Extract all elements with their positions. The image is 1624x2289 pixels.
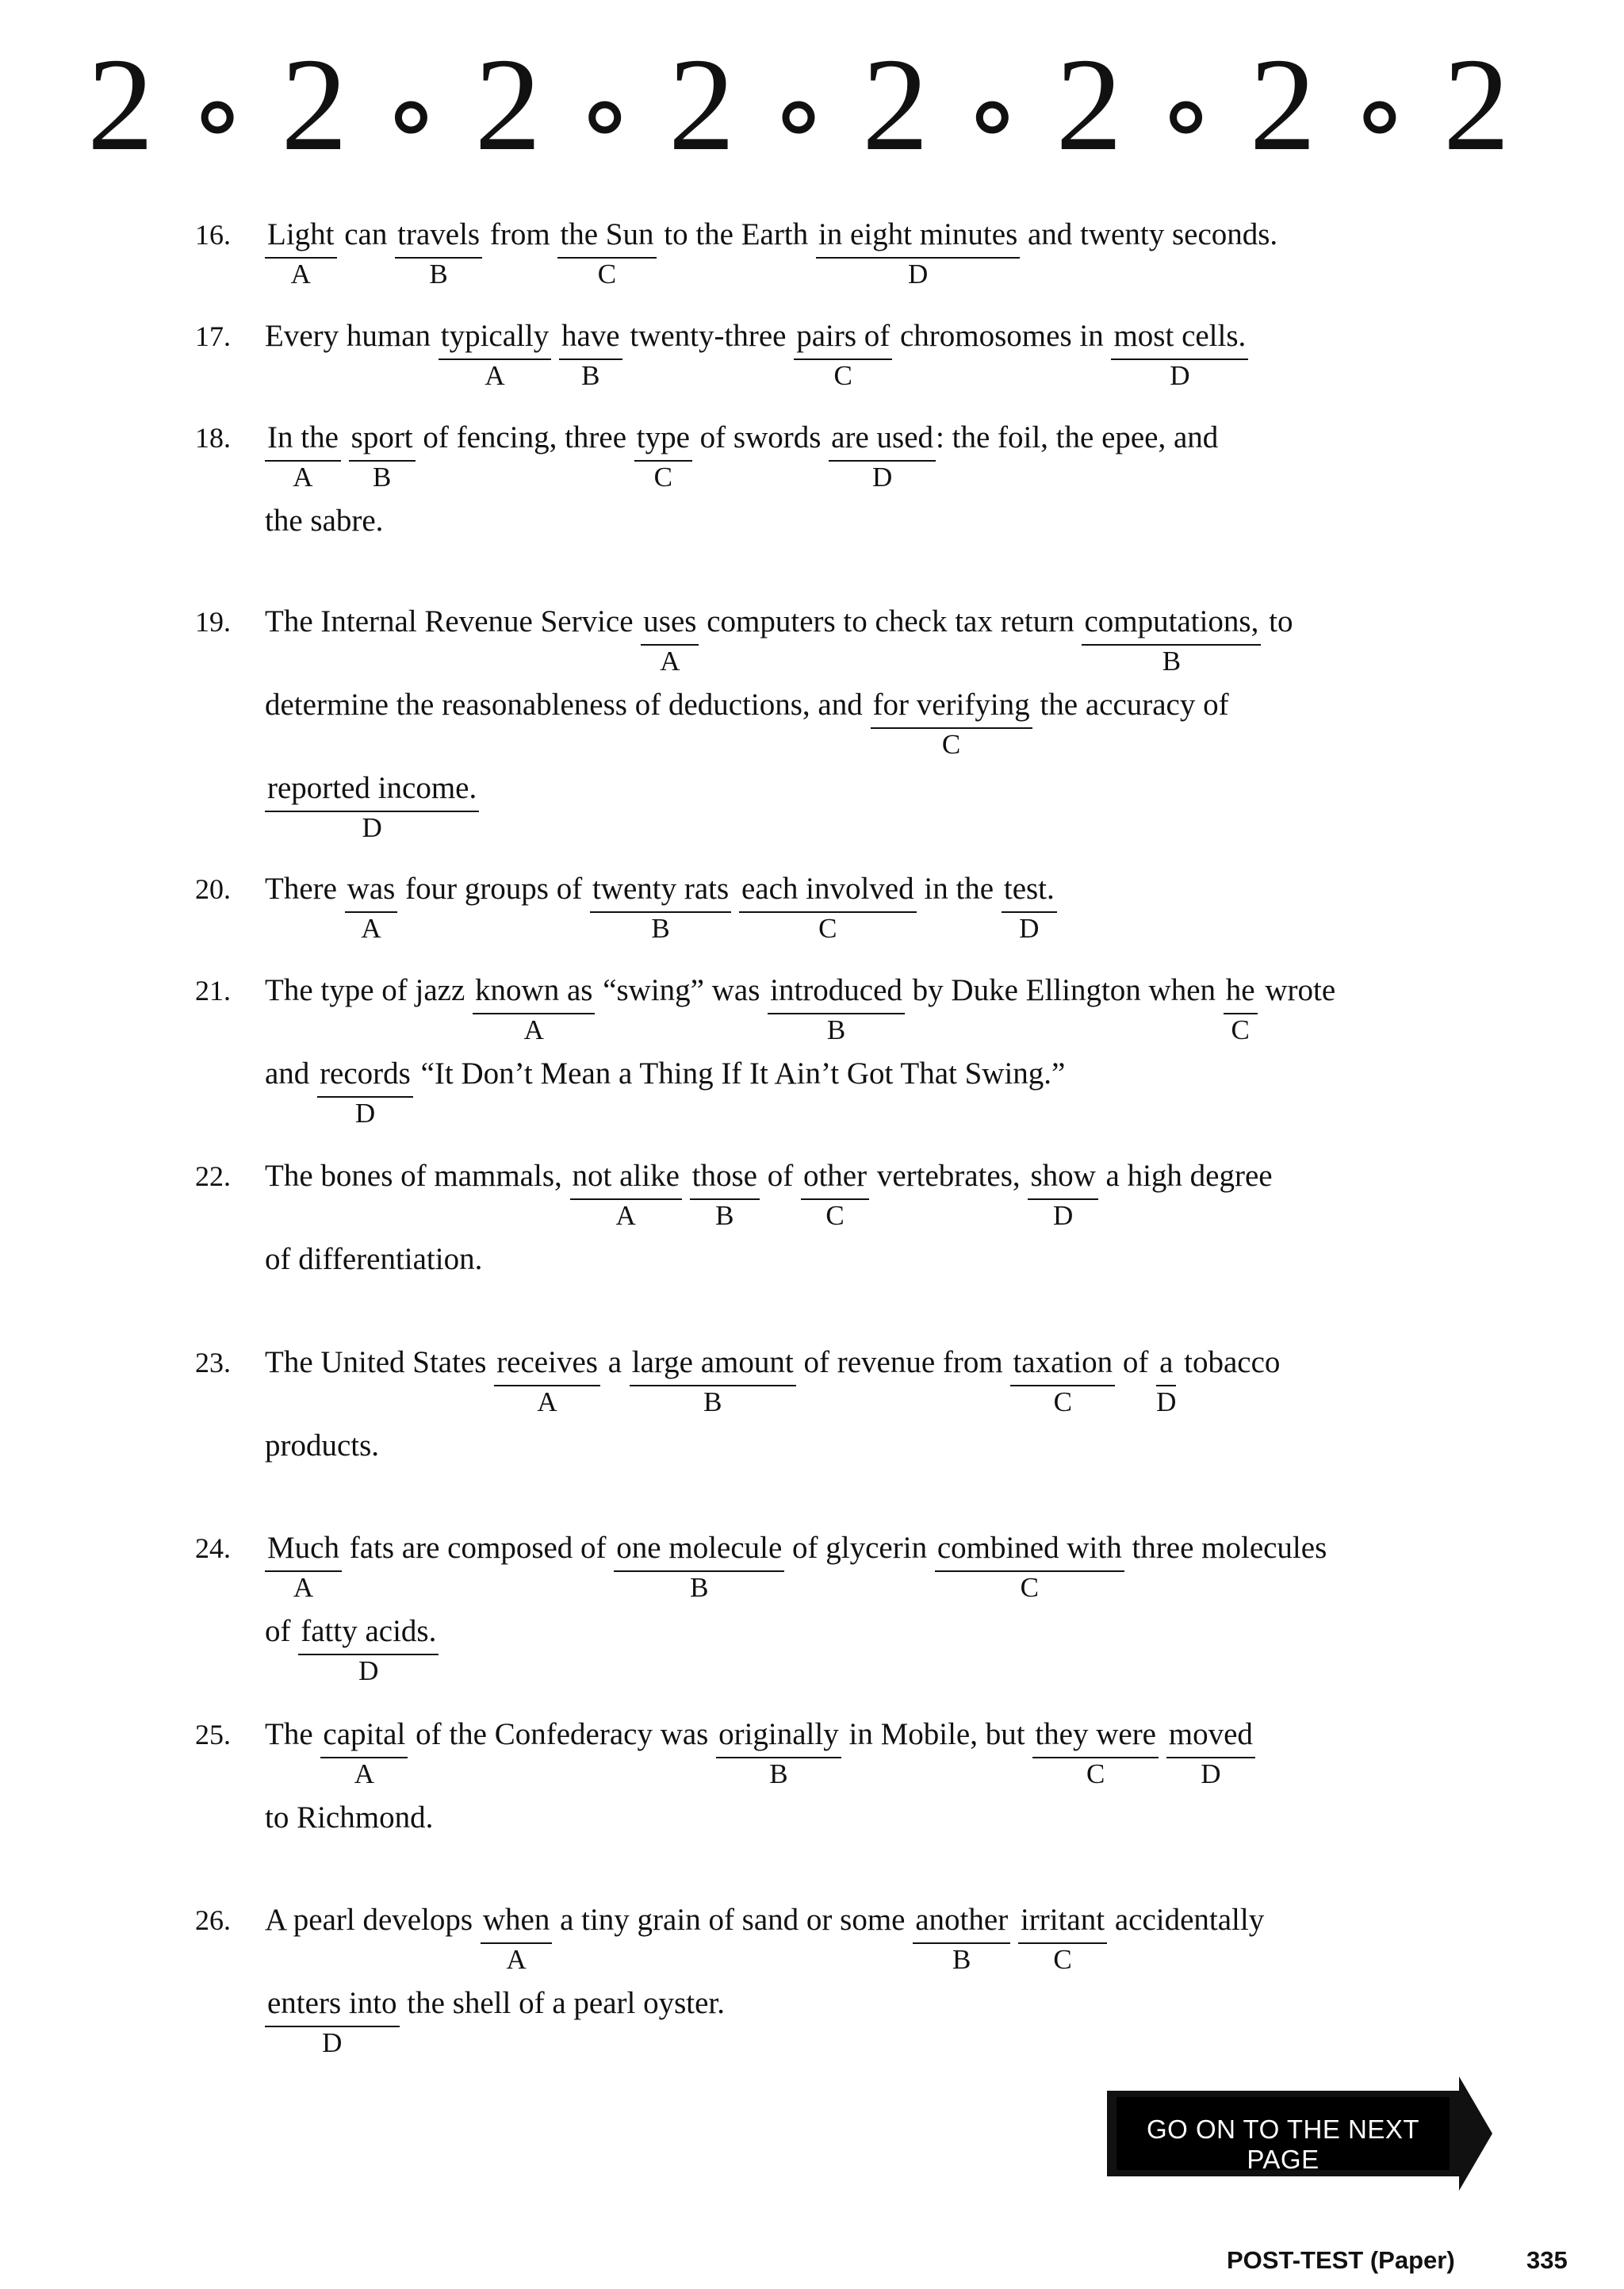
underlined-choice xyxy=(1224,970,1258,1049)
choice-text: combined with xyxy=(935,1528,1124,1572)
underlined-choice xyxy=(1010,1342,1115,1421)
choice-letter: C xyxy=(1053,1944,1072,1975)
choice-letter: C xyxy=(597,259,617,289)
choice-letter: A xyxy=(361,913,381,944)
question-text-line xyxy=(265,214,1277,293)
choice-letter: C xyxy=(1053,1386,1072,1417)
section-banner-graphic xyxy=(0,0,1624,182)
underlined-choice xyxy=(395,214,482,293)
choice-letter: A xyxy=(523,1014,544,1045)
underlined-choice xyxy=(298,1611,439,1690)
choice-text: those xyxy=(690,1156,760,1200)
underlined-choice xyxy=(570,1156,682,1235)
question-text: The bones of mammals, xyxy=(265,1159,570,1193)
question-text-line xyxy=(265,868,1057,948)
choice-letter: D xyxy=(1019,913,1040,944)
question-text: in Mobile, but xyxy=(841,1717,1033,1751)
question-text-line xyxy=(265,1797,433,1877)
section-banner xyxy=(0,0,1624,182)
choice-letter: D xyxy=(1201,1758,1221,1789)
question-text-line xyxy=(265,500,383,580)
question-text: the accuracy of xyxy=(1032,688,1229,722)
choice-letter: A xyxy=(537,1386,557,1417)
choice-text: reported income. xyxy=(265,768,479,812)
choice-text: the Sun xyxy=(557,214,656,259)
question-text: chromosomes in xyxy=(892,319,1112,353)
choice-text: introduced xyxy=(768,970,905,1014)
choice-text: he xyxy=(1224,970,1258,1014)
choice-text: pairs of xyxy=(794,316,892,360)
choice-letter: A xyxy=(290,259,311,289)
underlined-choice xyxy=(634,417,692,497)
go-on-next-page-sign xyxy=(1102,2073,1499,2194)
choice-text: sport xyxy=(349,417,416,462)
banner-circle-icon xyxy=(205,105,230,130)
question-text xyxy=(682,1156,690,1235)
choice-text: for verifying xyxy=(871,684,1032,729)
choice-letter: B xyxy=(1162,646,1182,677)
question-text: computers to check tax return xyxy=(699,604,1082,638)
underlined-choice xyxy=(557,214,656,293)
choice-text: other xyxy=(801,1156,869,1200)
question-text: of swords xyxy=(691,420,829,454)
choice-letter: B xyxy=(826,1014,846,1045)
choice-text: type xyxy=(634,417,692,462)
choice-text: a xyxy=(1156,1342,1176,1386)
question-text-line xyxy=(265,1900,1264,1979)
question-text: to xyxy=(1261,604,1293,638)
choice-letter: A xyxy=(293,1572,314,1603)
question-text: A pearl develops xyxy=(265,1903,481,1937)
underlined-choice xyxy=(320,1714,408,1793)
choice-letter: D xyxy=(362,812,382,843)
underlined-choice xyxy=(1028,1156,1097,1235)
underlined-choice xyxy=(1156,1342,1176,1421)
choice-letter: A xyxy=(660,646,680,677)
question-text: a high degree xyxy=(1097,1159,1273,1193)
underlined-choice xyxy=(794,316,892,395)
question-text: determine the reasonableness of deductions, and xyxy=(265,688,871,722)
question-text: to Richmond. xyxy=(265,1800,434,1835)
choice-letter: D xyxy=(1170,360,1190,391)
go-on-next-page-label: GO ON TO THE NEXT PAGE xyxy=(1146,2115,1420,2174)
choice-text: have xyxy=(559,316,622,360)
choice-letter: D xyxy=(354,1098,376,1129)
choice-letter: C xyxy=(1086,1758,1105,1789)
banner-digit: 2 xyxy=(1055,31,1123,178)
choice-text: typically xyxy=(439,316,551,360)
question-text: twenty-three xyxy=(622,319,795,353)
choice-letter: D xyxy=(871,462,893,493)
choice-letter: D xyxy=(907,259,929,289)
choice-text: In the xyxy=(265,417,341,462)
banner-digit: 2 xyxy=(87,31,154,178)
choice-letter: C xyxy=(1020,1572,1039,1603)
question-text: Every human xyxy=(265,319,439,353)
banner-circle-icon xyxy=(786,105,811,130)
choice-text: twenty rats xyxy=(590,868,731,913)
banner-digit: 2 xyxy=(474,31,542,178)
question-number: 16. xyxy=(195,219,231,251)
choice-text: fatty acids. xyxy=(298,1611,439,1655)
underlined-choice xyxy=(801,1156,869,1235)
question-text xyxy=(341,417,349,497)
choice-text: capital xyxy=(320,1714,408,1758)
choice-letter: B xyxy=(952,1944,971,1975)
question-text: of xyxy=(1115,1345,1157,1379)
question-text xyxy=(731,868,739,948)
underlined-choice xyxy=(439,316,551,395)
choice-letter: D xyxy=(1052,1200,1074,1231)
choice-text: originally xyxy=(716,1714,841,1758)
question-text: There xyxy=(265,872,345,906)
question-text-line xyxy=(265,1156,1273,1235)
question-text: of fencing, three xyxy=(415,420,634,454)
question-text: of the Confederacy was xyxy=(408,1717,717,1751)
choice-text: taxation xyxy=(1010,1342,1115,1386)
choice-text: travels xyxy=(395,214,482,259)
banner-circle-icon xyxy=(592,105,618,130)
underlined-choice xyxy=(641,601,699,681)
question-text: can xyxy=(336,217,396,251)
question-text: in the xyxy=(916,872,1002,906)
question-number: 21. xyxy=(195,975,231,1006)
question-text-line xyxy=(265,1983,725,2062)
underlined-choice xyxy=(494,1342,600,1421)
question-text: three molecules xyxy=(1124,1531,1327,1565)
question-text: vertebrates, xyxy=(869,1159,1028,1193)
question-text-line xyxy=(265,417,1218,497)
question-number: 25. xyxy=(195,1719,231,1750)
question-text: wrote xyxy=(1257,973,1336,1007)
choice-letter: D xyxy=(358,1655,379,1686)
banner-digit: 2 xyxy=(281,31,348,178)
banner-circle-icon xyxy=(1367,105,1392,130)
question-text: by Duke Ellington when xyxy=(904,973,1224,1007)
question-text: four groups of xyxy=(397,872,590,906)
question-text-line xyxy=(265,1714,1255,1793)
choice-text: moved xyxy=(1166,1714,1255,1758)
question-text: of revenue from xyxy=(795,1345,1011,1379)
choice-text: enters into xyxy=(265,1983,400,2027)
underlined-choice xyxy=(265,1983,400,2062)
question-text: the shell of a pearl oyster. xyxy=(399,1986,725,2020)
underlined-choice xyxy=(871,684,1032,764)
choice-text: when xyxy=(481,1900,552,1944)
question-text: of xyxy=(759,1159,801,1193)
question-text: The xyxy=(265,1717,321,1751)
question-text: The United States xyxy=(265,1345,495,1379)
choice-text: are used xyxy=(829,417,936,462)
question-number: 24. xyxy=(195,1532,231,1564)
banner-digit: 2 xyxy=(668,31,735,178)
question-text: The Internal Revenue Service xyxy=(265,604,642,638)
banner-digit: 2 xyxy=(1443,31,1510,178)
choice-text: not alike xyxy=(570,1156,682,1200)
choice-text: Light xyxy=(265,214,337,259)
question-text: The type of jazz xyxy=(265,973,473,1007)
question-text-line xyxy=(265,768,479,847)
question-text: : the foil, the epee, and xyxy=(936,420,1219,454)
choice-letter: C xyxy=(1231,1014,1250,1045)
banner-circle-icon xyxy=(1174,105,1199,130)
banner-circle-icon xyxy=(398,105,423,130)
underlined-choice xyxy=(829,417,936,497)
question-text: “It Don’t Mean a Thing If It Ain’t Got That Swing.” xyxy=(412,1056,1066,1091)
question-number: 22. xyxy=(195,1160,231,1192)
choice-letter: C xyxy=(941,729,961,760)
underlined-choice xyxy=(265,1528,342,1607)
underlined-choice xyxy=(349,417,416,497)
question-text: a tiny grain of sand or some xyxy=(552,1903,914,1937)
choice-letter: A xyxy=(354,1758,374,1789)
underlined-choice xyxy=(481,1900,552,1979)
question-text-line xyxy=(265,1239,482,1318)
underlined-choice xyxy=(265,214,337,293)
choice-text: irritant xyxy=(1018,1900,1107,1944)
question-text-line xyxy=(265,316,1248,395)
question-text: the sabre. xyxy=(265,504,384,538)
choice-text: receives xyxy=(494,1342,600,1386)
question-text-line xyxy=(265,1425,379,1505)
question-number: 23. xyxy=(195,1347,231,1378)
choice-letter: A xyxy=(293,462,313,493)
question-text-line xyxy=(265,1342,1280,1421)
choice-text: in eight minutes xyxy=(816,214,1020,259)
choice-letter: D xyxy=(322,2027,343,2058)
choice-text: they were xyxy=(1032,1714,1159,1758)
banner-digit: 2 xyxy=(1249,31,1316,178)
choice-letter: C xyxy=(818,913,837,944)
underlined-choice xyxy=(630,1342,796,1421)
underlined-choice xyxy=(716,1714,841,1793)
choice-letter: C xyxy=(653,462,673,493)
question-number: 17. xyxy=(195,320,231,352)
choice-text: records xyxy=(317,1053,413,1098)
choice-text: one molecule xyxy=(614,1528,784,1572)
underlined-choice xyxy=(590,868,731,948)
underlined-choice xyxy=(768,970,905,1049)
question-text: products. xyxy=(265,1428,380,1463)
choice-text: test. xyxy=(1002,868,1057,913)
choice-letter: B xyxy=(372,462,392,493)
question-text-line xyxy=(265,601,1293,681)
question-text-line xyxy=(265,1528,1327,1607)
underlined-choice xyxy=(816,214,1020,293)
question-text: and twenty seconds. xyxy=(1020,217,1278,251)
choice-text: computations, xyxy=(1082,601,1261,646)
choice-text: known as xyxy=(473,970,595,1014)
page-number: 335 xyxy=(1526,2246,1568,2274)
underlined-choice xyxy=(317,1053,413,1133)
question-text: tobacco xyxy=(1176,1345,1281,1379)
question-text: a xyxy=(599,1345,630,1379)
question-text: fats are composed of xyxy=(342,1531,615,1565)
choice-text: was xyxy=(345,868,398,913)
choice-letter: B xyxy=(581,360,600,391)
choice-letter: A xyxy=(506,1944,527,1975)
underlined-choice xyxy=(265,768,479,847)
question-number: 20. xyxy=(195,873,231,905)
question-text xyxy=(551,316,559,395)
choice-text: Much xyxy=(265,1528,342,1572)
question-text: of xyxy=(265,1614,299,1648)
question-text-line xyxy=(265,970,1335,1049)
underlined-choice xyxy=(265,417,341,497)
choice-letter: B xyxy=(651,913,670,944)
choice-letter: C xyxy=(825,1200,845,1231)
question-number: 18. xyxy=(195,422,231,454)
choice-text: each involved xyxy=(739,868,917,913)
underlined-choice xyxy=(1166,1714,1255,1793)
choice-letter: C xyxy=(833,360,852,391)
question-number: 26. xyxy=(195,1904,231,1936)
question-number: 19. xyxy=(195,606,231,638)
underlined-choice xyxy=(935,1528,1124,1607)
underlined-choice xyxy=(913,1900,1010,1979)
banner-digit: 2 xyxy=(862,31,929,178)
question-text-line xyxy=(265,684,1229,764)
question-text: accidentally xyxy=(1107,1903,1265,1937)
footer-section-label: POST-TEST (Paper) xyxy=(1227,2246,1455,2274)
choice-text: most cells. xyxy=(1111,316,1248,360)
underlined-choice xyxy=(1032,1714,1159,1793)
underlined-choice xyxy=(1002,868,1057,948)
question-text xyxy=(1159,1714,1166,1793)
question-text: to the Earth xyxy=(656,217,816,251)
choice-text: large amount xyxy=(630,1342,796,1386)
question-text-line xyxy=(265,1053,1065,1133)
underlined-choice xyxy=(473,970,595,1049)
underlined-choice xyxy=(345,868,398,948)
banner-circle-icon xyxy=(979,105,1005,130)
underlined-choice xyxy=(739,868,917,948)
choice-letter: B xyxy=(690,1572,709,1603)
choice-letter: B xyxy=(769,1758,788,1789)
question-text: “swing” was xyxy=(595,973,768,1007)
underlined-choice xyxy=(1082,601,1261,681)
question-text: of glycerin xyxy=(784,1531,935,1565)
question-text: of differentiation. xyxy=(265,1242,483,1276)
choice-letter: B xyxy=(429,259,448,289)
choice-letter: D xyxy=(1156,1386,1177,1417)
question-text xyxy=(1010,1900,1018,1979)
choice-letter: A xyxy=(485,360,505,391)
underlined-choice xyxy=(614,1528,784,1607)
choice-text: uses xyxy=(641,601,699,646)
question-text: from xyxy=(482,217,558,251)
choice-text: show xyxy=(1028,1156,1097,1200)
question-text-line xyxy=(265,1611,439,1690)
underlined-choice xyxy=(690,1156,760,1235)
choice-letter: A xyxy=(615,1200,636,1231)
question-text: and xyxy=(265,1056,318,1091)
underlined-choice xyxy=(1018,1900,1107,1979)
choice-letter: B xyxy=(703,1386,722,1417)
choice-text: another xyxy=(913,1900,1010,1944)
choice-letter: B xyxy=(715,1200,734,1231)
underlined-choice xyxy=(1111,316,1248,395)
underlined-choice xyxy=(559,316,622,395)
